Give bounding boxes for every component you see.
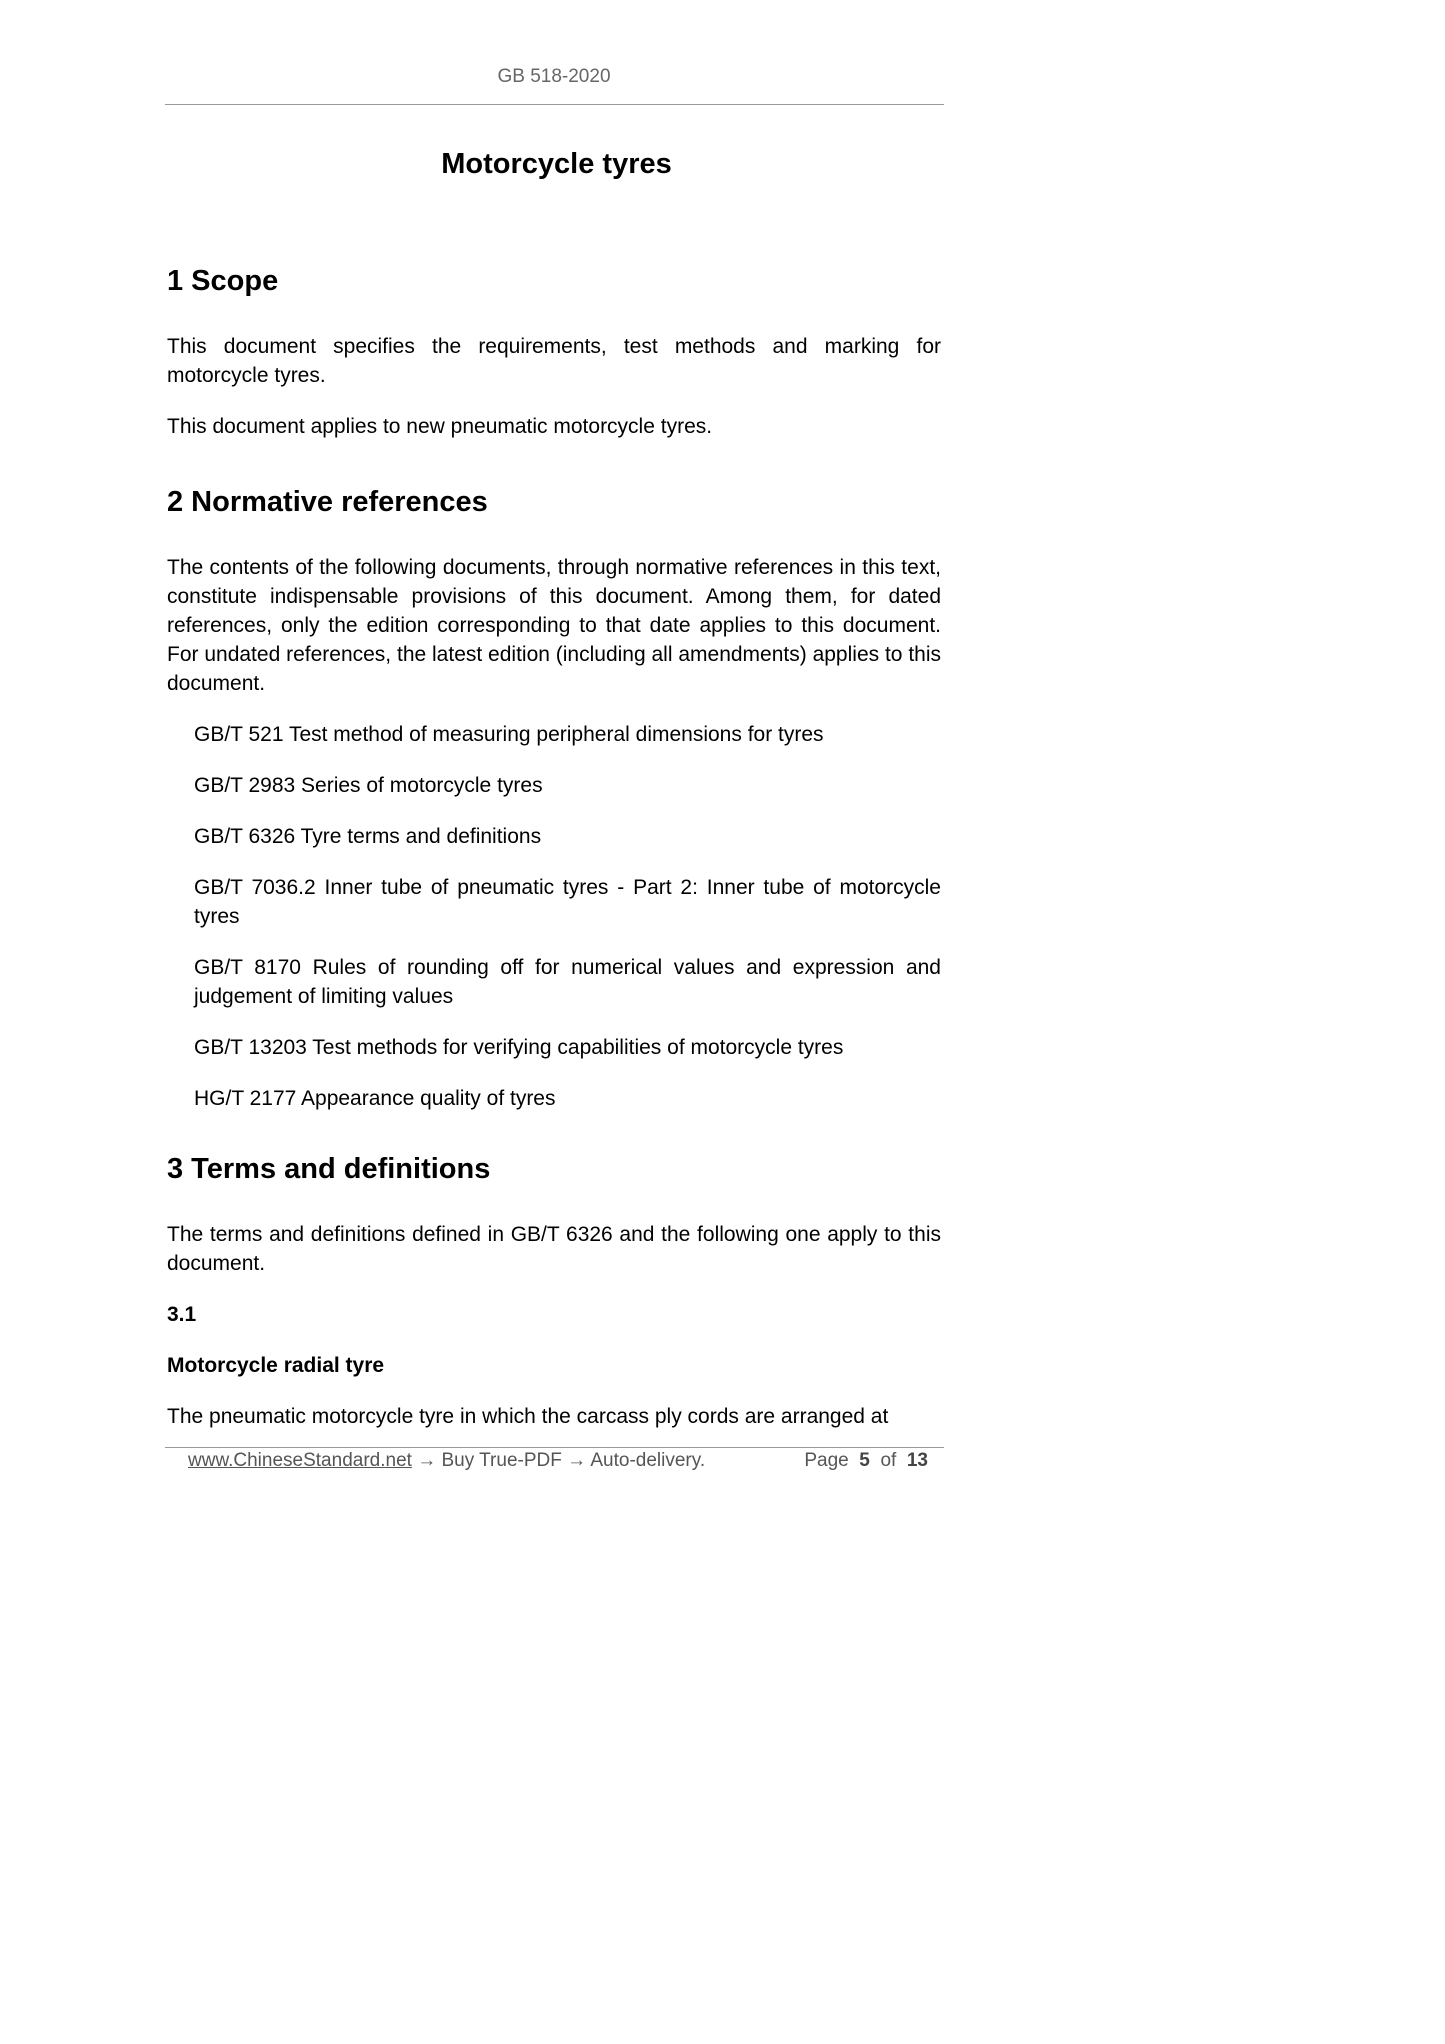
section-heading-terms-and-definitions: 3 Terms and definitions — [167, 1153, 491, 1185]
reference-item: HG/T 2177 Appearance quality of tyres — [194, 1087, 556, 1110]
paragraph: This document applies to new pneumatic motorcycle tyres. — [167, 415, 713, 438]
reference-item: GB/T 6326 Tyre terms and definitions — [194, 825, 542, 848]
paragraph: The contents of the following documents, through normative references in this text, constitute indispensable provisions of this document. Among them, for dated references, only the edition corresponding to that date applies to this document. For undated references, the latest edition (including all amendments) applies to this document. — [167, 556, 941, 695]
header-divider — [165, 104, 944, 105]
page-label: Page — [804, 1450, 849, 1471]
reference-item: GB/T 13203 Test methods for verifying capabilities of motorcycle tyres — [194, 1036, 844, 1059]
document-body — [167, 148, 941, 1453]
page-total: 13 — [906, 1450, 928, 1471]
term-definition: The pneumatic motorcycle tyre in which the carcass ply cords are arranged at — [167, 1405, 889, 1428]
page-indicator — [804, 1450, 928, 1472]
footer-website-link[interactable]: www.ChineseStandard.net — [188, 1450, 412, 1471]
section-heading-scope: 1 Scope — [167, 265, 279, 297]
reference-item: GB/T 7036.2 Inner tube of pneumatic tyres - Part 2: Inner tube of motorcycle tyres — [194, 876, 941, 928]
reference-item: GB/T 2983 Series of motorcycle tyres — [194, 774, 543, 797]
paragraph: The terms and definitions defined in GB/T 6326 and the following one apply to this document. — [167, 1223, 941, 1275]
document-title: Motorcycle tyres — [441, 148, 672, 180]
section-heading-normative-references: 2 Normative references — [167, 486, 488, 518]
document-header: GB 518-2020 — [497, 66, 611, 87]
page-current: 5 — [859, 1450, 870, 1471]
footer-divider — [165, 1447, 944, 1448]
page-footer — [188, 1450, 928, 1476]
reference-item: GB/T 8170 Rules of rounding off for numerical values and expression and judgement of limiting values — [194, 956, 941, 1008]
term-name: Motorcycle radial tyre — [167, 1354, 385, 1377]
reference-item: GB/T 521 Test method of measuring peripheral dimensions for tyres — [194, 723, 824, 746]
paragraph: This document specifies the requirements, test methods and marking for motorcycle tyres. — [167, 335, 941, 387]
page-of-label: of — [880, 1450, 897, 1471]
footer-text: → Buy True-PDF → Auto-delivery. — [411, 1450, 706, 1471]
term-number: 3.1 — [167, 1303, 197, 1326]
